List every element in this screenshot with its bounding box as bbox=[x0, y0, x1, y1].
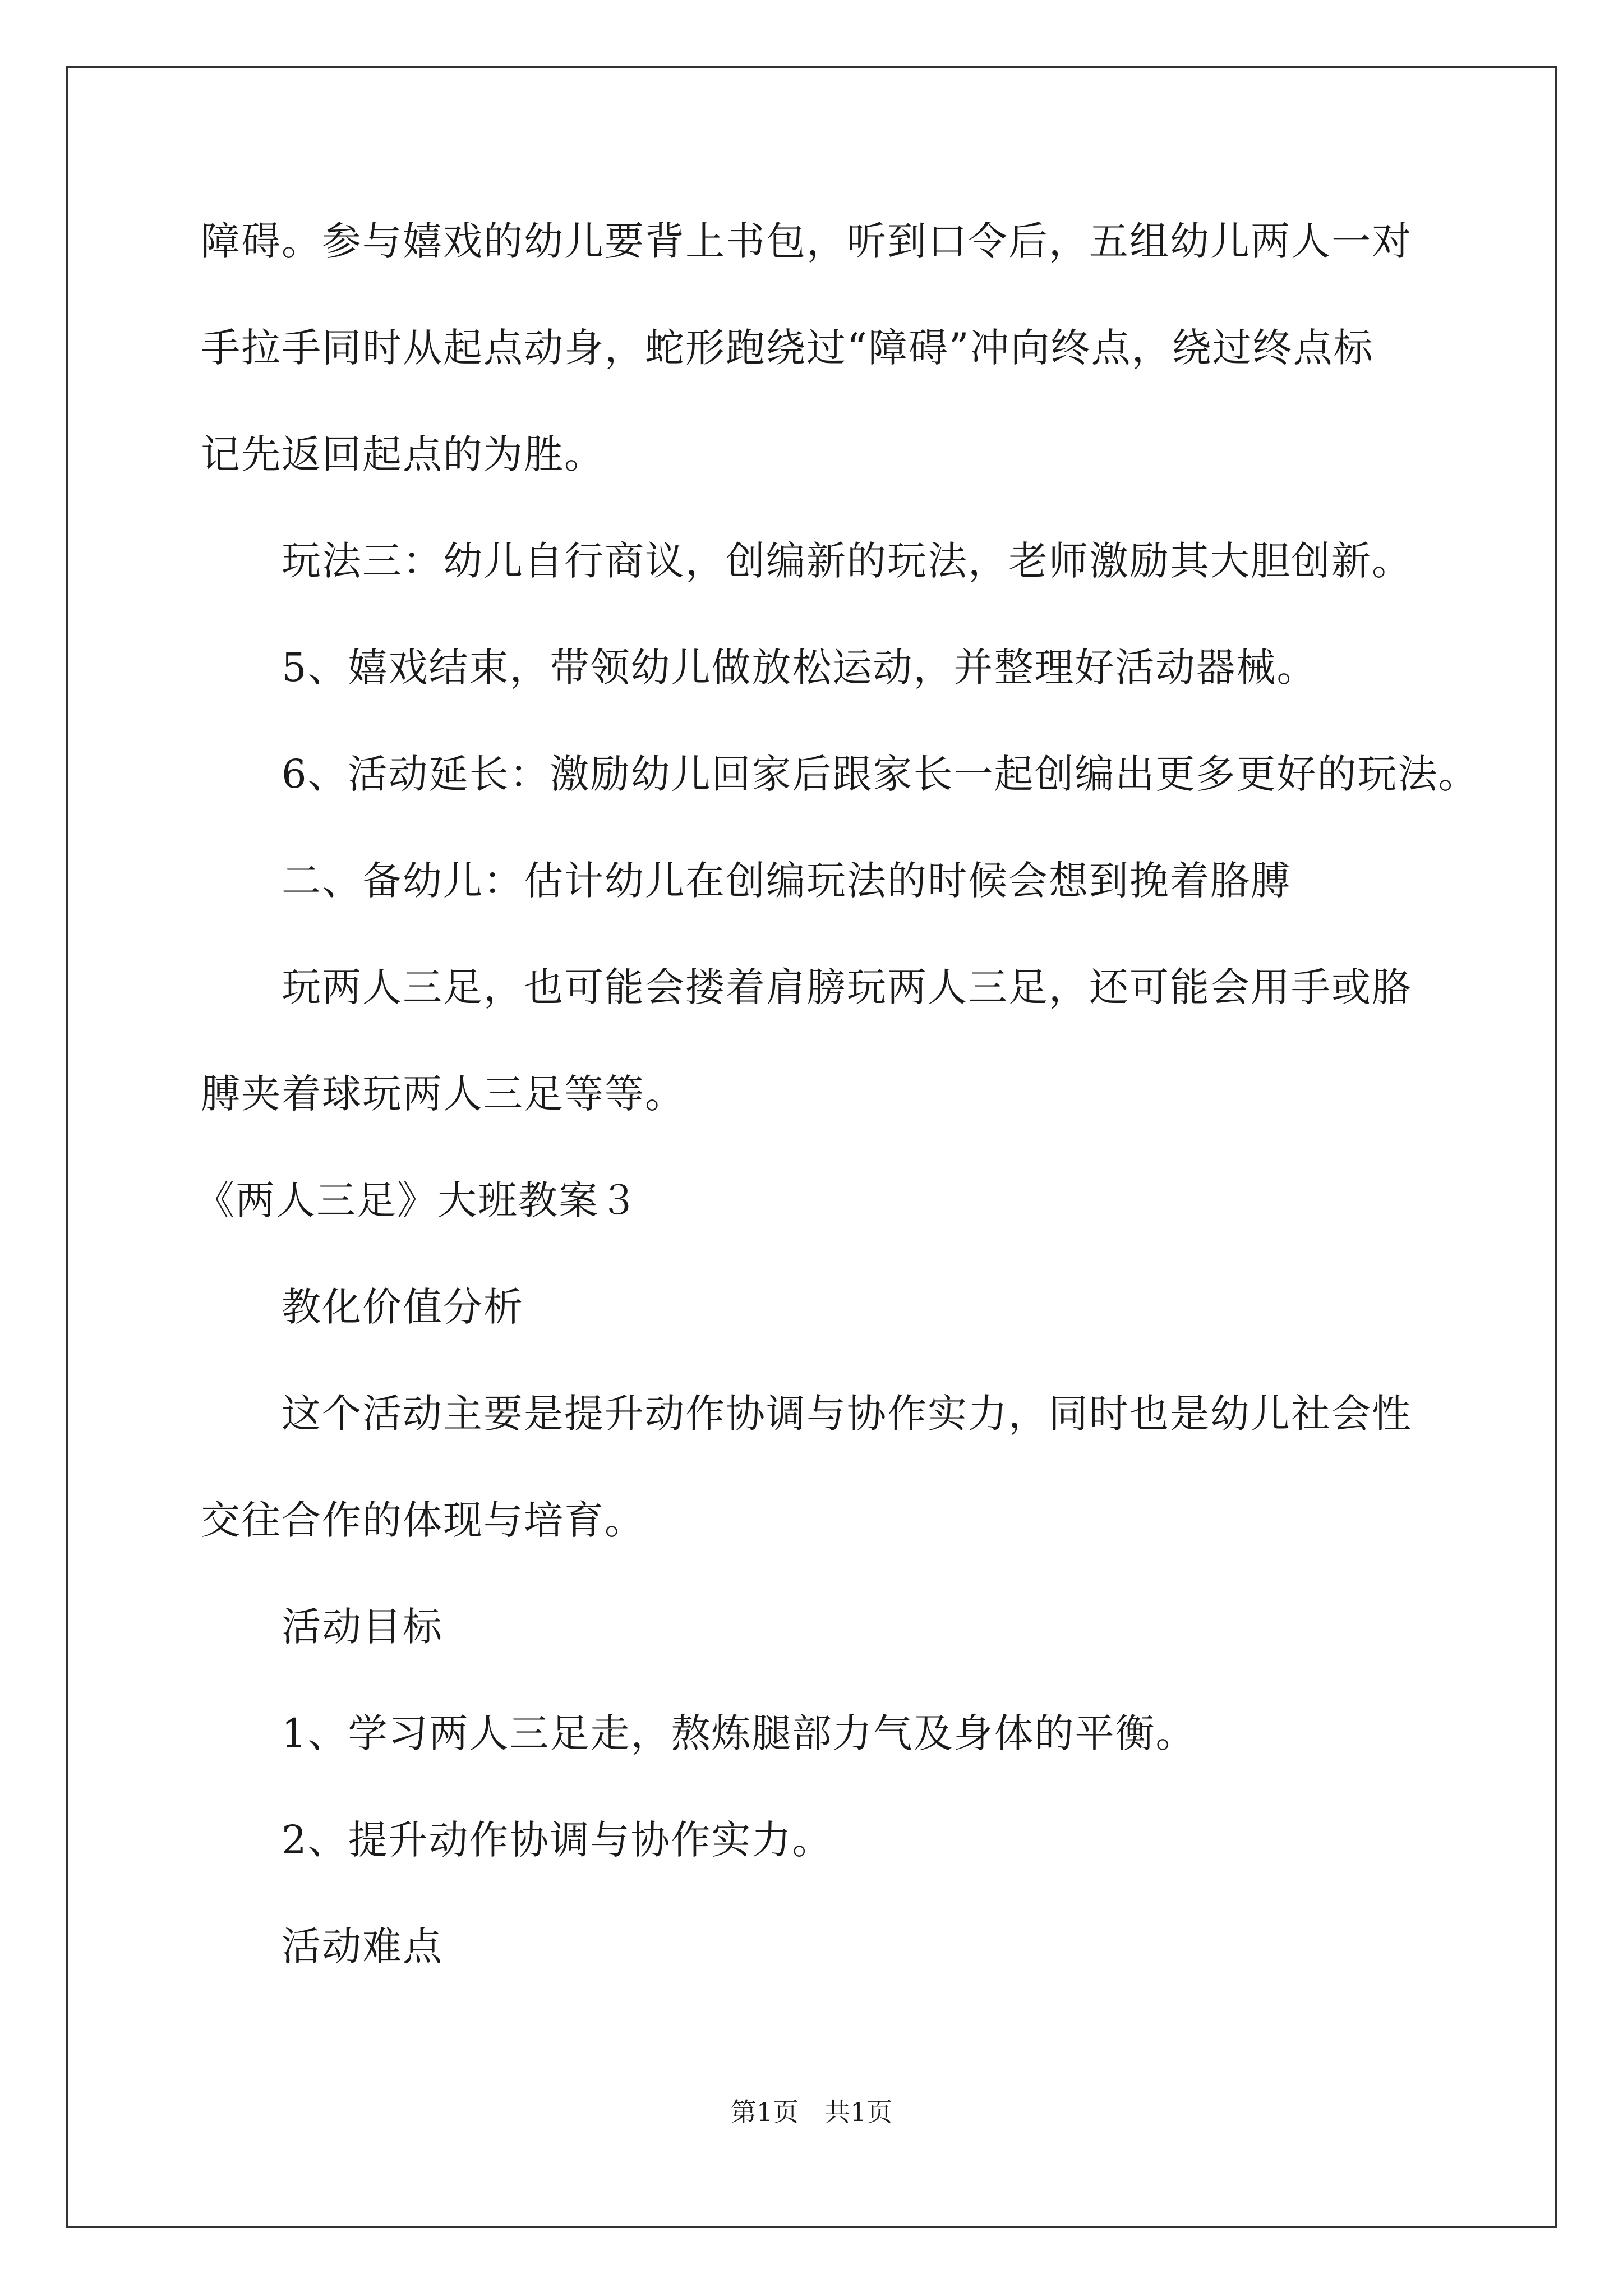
subheading: 活动目标 bbox=[282, 1604, 443, 1650]
text-line: 5、嬉戏结束，带领幼儿做放松运动，并整理好活动器械。 bbox=[282, 645, 1317, 691]
page-border bbox=[66, 66, 1557, 2228]
section-heading: 《两人三足》大班教案３ bbox=[195, 1177, 639, 1223]
text-line: 6、活动延长：激励幼儿回家后跟家长一起创编出更多更好的玩法。 bbox=[282, 751, 1479, 797]
text-line: 玩法三：幼儿自行商议，创编新的玩法，老师激励其大胆创新。 bbox=[282, 538, 1412, 584]
text-line: 2、提升动作协调与协作实力。 bbox=[282, 1817, 833, 1863]
page-number-footer: 第1页 共1页 bbox=[730, 2097, 893, 2127]
text-line: 二、备幼儿：估计幼儿在创编玩法的时候会想到挽着胳膊 bbox=[282, 858, 1291, 904]
text-line: 这个活动主要是提升动作协调与协作实力，同时也是幼儿社会性 bbox=[282, 1391, 1412, 1437]
text-line: 玩两人三足，也可能会搂着肩膀玩两人三足，还可能会用手或胳 bbox=[282, 964, 1412, 1010]
text-line: 交往合作的体现与培育。 bbox=[201, 1497, 645, 1543]
text-line: 膊夹着球玩两人三足等等。 bbox=[201, 1071, 685, 1117]
subheading: 教化价值分析 bbox=[282, 1284, 524, 1330]
text-line: 记先返回起点的为胜。 bbox=[201, 431, 605, 477]
text-line: 1、学习两人三足走，熬炼腿部力气及身体的平衡。 bbox=[282, 1710, 1196, 1756]
text-line: 手拉手同时从起点动身，蛇形跑绕过“障碍”冲向终点，绕过终点标 bbox=[201, 325, 1374, 371]
subheading: 活动难点 bbox=[282, 1924, 443, 1970]
text-line: 障碍。参与嬉戏的幼儿要背上书包，听到口令后，五组幼儿两人一对 bbox=[201, 218, 1412, 264]
